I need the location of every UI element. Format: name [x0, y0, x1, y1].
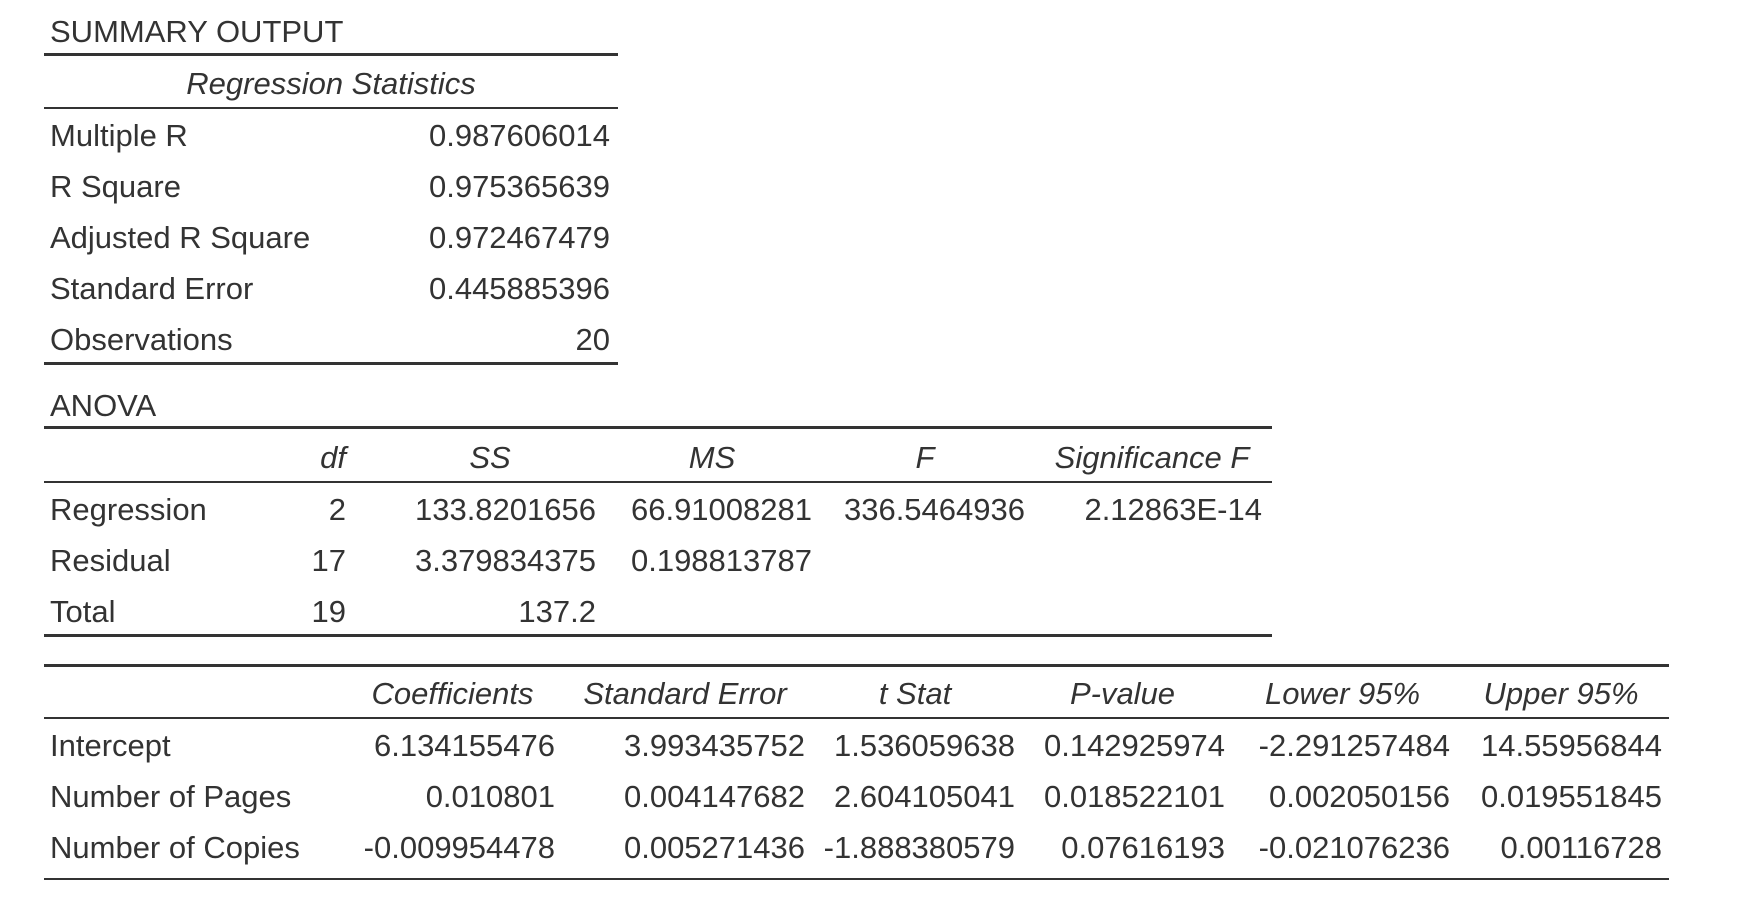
anova-row-label-total: Total: [50, 594, 116, 629]
coef-row-label-number-of-pages: Number of Pages: [50, 779, 292, 814]
coef-cell: 3.993435752: [623, 728, 805, 763]
rule-anova-top: [44, 426, 1272, 429]
rule-regstats-bottom: [44, 362, 618, 365]
coef-cell: -1.888380579: [823, 830, 1015, 865]
coef-cell: -0.009954478: [363, 830, 555, 865]
anova-cell: 19: [311, 594, 346, 629]
rule-coef-header: [44, 717, 1669, 719]
rule-title-bottom: [44, 53, 618, 56]
anova-cell: 0.198813787: [630, 543, 812, 578]
stat-label-observations: Observations: [50, 322, 233, 357]
stat-value-multiple-r: 0.987606014: [428, 118, 610, 153]
anova-row-label-residual: Residual: [50, 543, 171, 578]
anova-cell: 2.12863E-14: [1084, 492, 1262, 527]
anova-row-label-regression: Regression: [50, 492, 207, 527]
anova-header-df: df: [320, 440, 346, 475]
rule-coef-bottom: [44, 878, 1669, 880]
coef-row-label-number-of-copies: Number of Copies: [50, 830, 300, 865]
stat-value-r-square: 0.975365639: [428, 169, 610, 204]
stat-label-adjusted-r-square: Adjusted R Square: [50, 220, 311, 255]
coef-cell: 0.002050156: [1268, 779, 1450, 814]
coef-cell: 0.005271436: [623, 830, 805, 865]
stat-label-standard-error: Standard Error: [50, 271, 254, 306]
stat-label-multiple-r: Multiple R: [50, 118, 188, 153]
anova-cell: 336.5464936: [843, 492, 1025, 527]
coef-cell: 0.142925974: [1043, 728, 1225, 763]
stat-value-standard-error: 0.445885396: [428, 271, 610, 306]
stat-value-adjusted-r-square: 0.972467479: [428, 220, 610, 255]
coef-cell: 0.018522101: [1043, 779, 1225, 814]
anova-cell: 3.379834375: [414, 543, 596, 578]
coef-cell: 0.00116728: [1500, 830, 1662, 865]
coef-cell: 0.010801: [425, 779, 555, 814]
coef-cell: 1.536059638: [833, 728, 1015, 763]
coef-cell: 6.134155476: [373, 728, 555, 763]
rule-anova-header: [44, 481, 1272, 483]
coef-header-standard-error: Standard Error: [583, 676, 787, 711]
coef-cell: -2.291257484: [1258, 728, 1450, 763]
coef-cell: 0.004147682: [623, 779, 805, 814]
anova-cell: 17: [311, 543, 346, 578]
anova-header-ms: MS: [688, 440, 736, 475]
coef-header-upper-95: Upper 95%: [1483, 676, 1639, 711]
anova-header-significance-f: Significance F: [1054, 440, 1250, 475]
coef-cell: 14.55956844: [1480, 728, 1662, 763]
anova-cell: 137.2: [518, 594, 596, 629]
coef-cell: 0.07616193: [1061, 830, 1225, 865]
coef-header-p-value: P-value: [1069, 676, 1176, 711]
anova-header-f: F: [915, 440, 935, 475]
page-title: SUMMARY OUTPUT: [50, 14, 344, 49]
coef-row-label-intercept: Intercept: [50, 728, 171, 763]
rule-coef-top: [44, 664, 1669, 667]
anova-title: ANOVA: [50, 388, 157, 423]
stat-value-observations: 20: [575, 322, 610, 357]
anova-header-ss: SS: [469, 440, 511, 475]
coef-cell: 2.604105041: [833, 779, 1015, 814]
rule-anova-bottom: [44, 634, 1272, 637]
coef-cell: 0.019551845: [1480, 779, 1662, 814]
anova-cell: 2: [328, 492, 346, 527]
rule-regstats-header: [44, 107, 618, 109]
regression-statistics-header: Regression Statistics: [186, 66, 476, 101]
stat-label-r-square: R Square: [50, 169, 181, 204]
coef-header-coefficients: Coefficients: [371, 676, 534, 711]
anova-cell: 133.8201656: [414, 492, 596, 527]
coef-header-t-stat: t Stat: [878, 676, 952, 711]
anova-cell: 66.91008281: [630, 492, 812, 527]
coef-header-lower-95: Lower 95%: [1264, 676, 1421, 711]
coef-cell: -0.021076236: [1258, 830, 1450, 865]
